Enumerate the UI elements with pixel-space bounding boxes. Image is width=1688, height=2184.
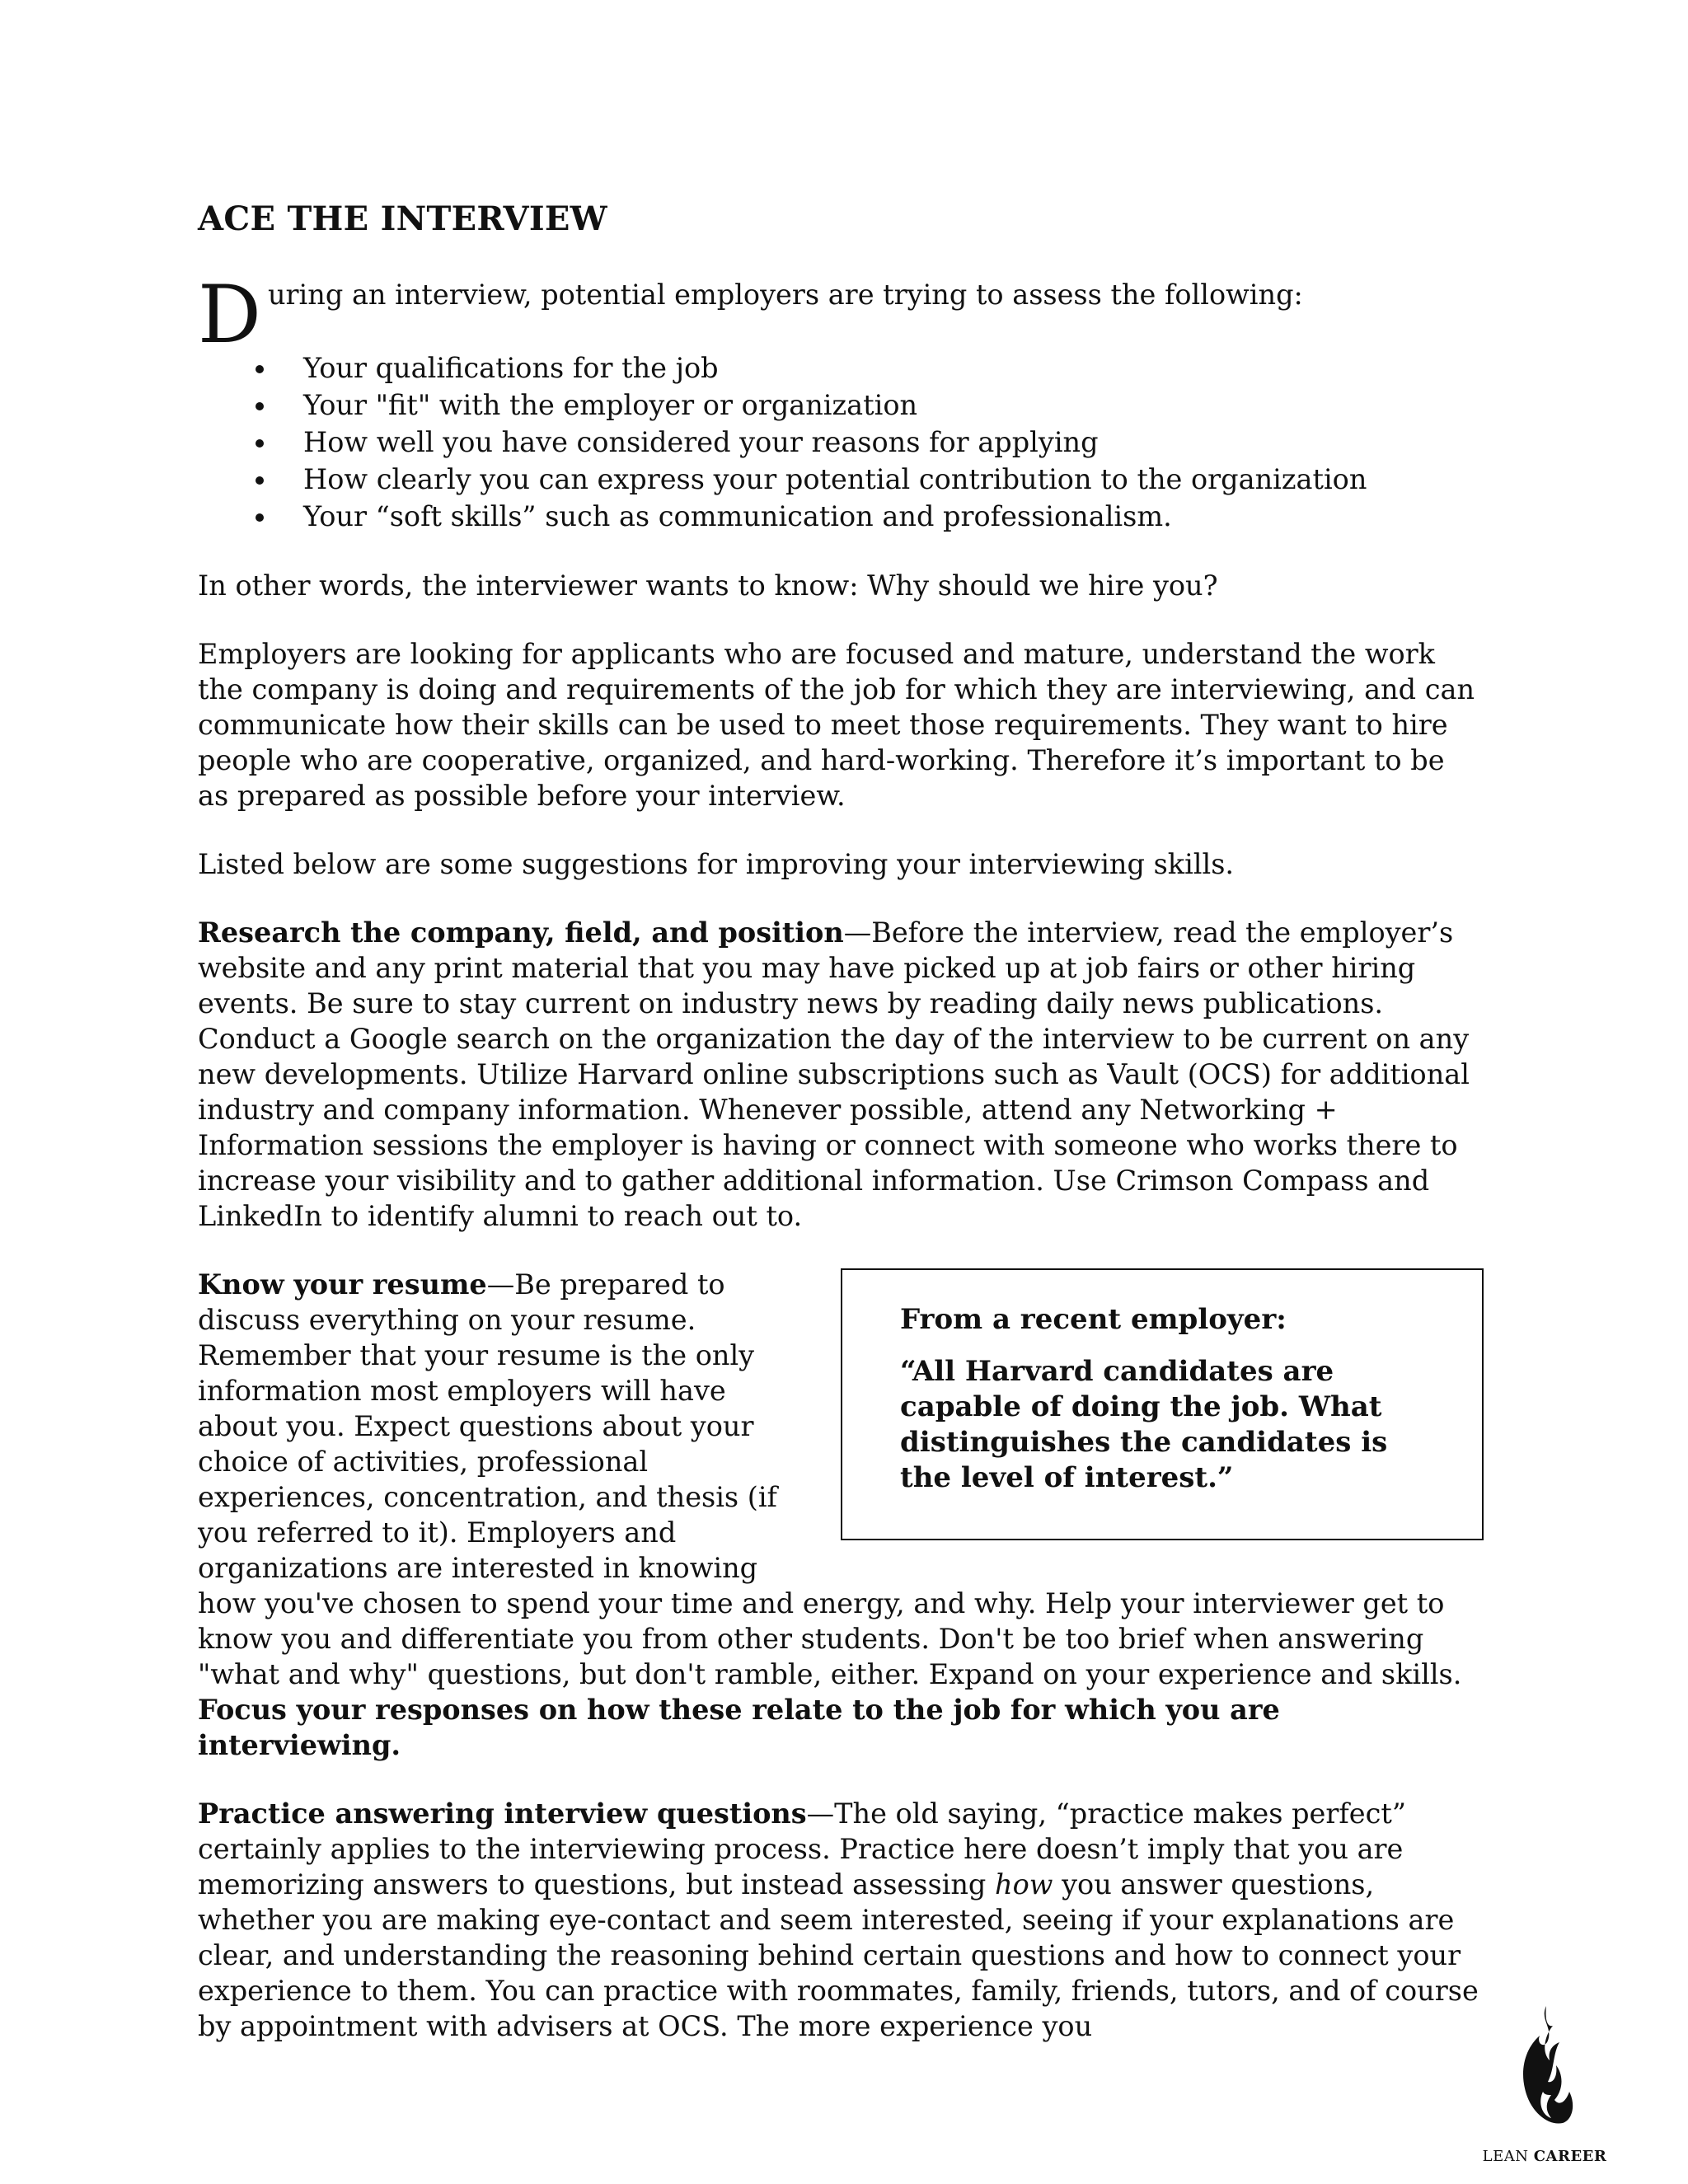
employers-looking-paragraph: Employers are looking for applicants who are focused and mature, understand the work the company is doing and requirements of the job for which they are interviewing, and can communicate how their skills can be used to meet those requirements. They want to hire people who are cooperative, organized, and hard-working. Therefore it’s important to be as prepared as possible before your interview.: [198, 638, 1475, 812]
practice-body-a: —The old saying, “practice makes perfect” certainly applies to the interviewing process. Practice here doesn’t imply that you are memorizing answers to questions, but instead assessing: [198, 1797, 1406, 1900]
assessment-list: [198, 349, 1484, 535]
intro-text: [198, 277, 1484, 312]
research-body: —Before the interview, read the employer’s website and any print material that you may have picked up at job fairs or other hiring events. Be sure to stay current on industry news by reading daily news publications. Conduct a Google search on the organization the day of the interview to be current on any new developments. Utilize Harvard online subscriptions such as Vault (OCS) for additional industry and company information. Whenever possible, attend any Networking + Information sessions the employer is having or connect with someone who works there to increase your visibility and to gather additional information. Use Crimson Compass and LinkedIn to identify alumni to reach out to.: [198, 916, 1470, 1232]
page-title: ACE THE INTERVIEW: [198, 199, 607, 238]
list-item: [198, 387, 1484, 424]
quote-heading: From a recent employer:: [900, 1303, 1287, 1336]
in-other-words-paragraph: In other words, the interviewer wants to know: Why should we hire you?: [198, 569, 1218, 602]
resume-section: [198, 1267, 1484, 1763]
list-item-text: How well you have considered your reasons for applying: [303, 426, 1099, 458]
employer-quote-box: [841, 1268, 1484, 1540]
list-item: [198, 498, 1484, 535]
list-item-text: Your “soft skills” such as communication and professionalism.: [303, 500, 1172, 532]
flame-icon: [1515, 2003, 1574, 2135]
practice-paragraph: [198, 1796, 1484, 2044]
resume-heading: Know your resume: [198, 1268, 487, 1301]
logo-word-career: CAREER: [1533, 2148, 1607, 2165]
intro-paragraph: [198, 269, 1484, 361]
quote-text: “All Harvard candidates are capable of doing the job. What distinguishes the candidates is the level of interest.”: [900, 1355, 1388, 1494]
bullet-icon: [256, 439, 264, 448]
list-item-text: Your qualifications for the job: [303, 352, 719, 384]
bullet-icon: [256, 402, 264, 410]
practice-emphasis: how: [995, 1868, 1053, 1900]
drop-cap: D: [198, 269, 261, 361]
practice-body-b: you answer questions, whether you are making eye-contact and seem interested, seeing if your explanations are clear, and understanding the reasoning behind certain questions and how to connect your experience to them. You can practice with roommates, family, friends, tutors, and of course by appointment with advisers at OCS. The more experience you: [198, 1868, 1479, 2042]
resume-bold-end: Focus your responses on how these relate to the job for which you are interviewing.: [198, 1694, 1280, 1761]
bullet-icon: [256, 365, 264, 373]
bullet-icon: [256, 513, 264, 522]
practice-heading: Practice answering interview questions: [198, 1797, 807, 1830]
list-item: [198, 349, 1484, 387]
bullet-icon: [256, 476, 264, 485]
resume-body: —Be prepared to discuss everything on your resume. Remember that your resume is the only information most employers will have about you. Expect questions about your choice of activities, professional experiences, concentration, and thesis (if you referred to it). Employers and organizations are interested in knowing how you've chosen to spend your time and energy, and why. Help your interviewer get to know you and differentiate you from other students. Don't be too brief when answering "what and why" questions, but don't ramble, either. Expand on your experience and skills.: [198, 1268, 1462, 1690]
suggestions-intro-paragraph: Listed below are some suggestions for improving your interviewing skills.: [198, 848, 1235, 880]
logo-word-lean: LEAN: [1482, 2148, 1529, 2165]
lean-career-logo: [1470, 2003, 1619, 2168]
list-item: [198, 424, 1484, 461]
research-heading: Research the company, field, and position: [198, 916, 844, 949]
research-paragraph: [198, 915, 1484, 1234]
list-item-text: Your "fit" with the employer or organization: [303, 389, 918, 421]
logo-wordmark: [1470, 2148, 1619, 2165]
document-page: [198, 198, 1484, 2044]
list-item-text: How clearly you can express your potential contribution to the organization: [303, 463, 1367, 495]
intro-rest: uring an interview, potential employers are trying to assess the following:: [267, 279, 1303, 311]
list-item: [198, 461, 1484, 498]
